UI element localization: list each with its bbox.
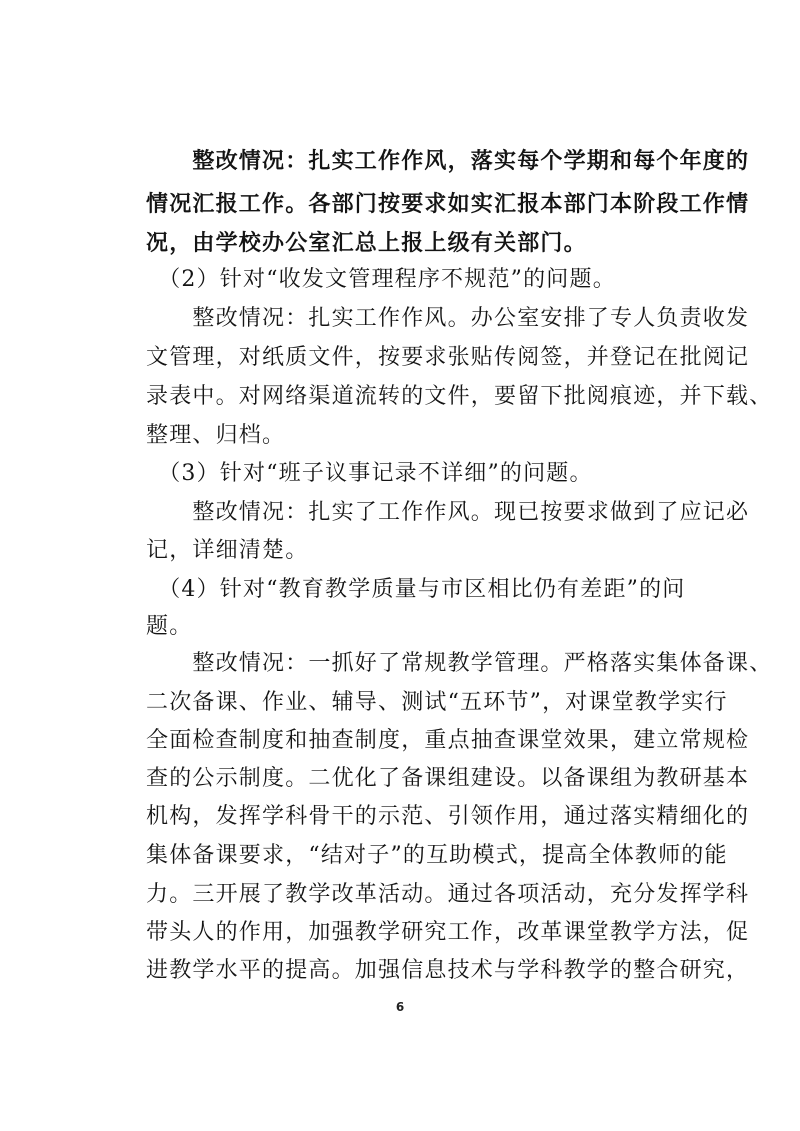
text-line: 带头人的作用，加强教学研究工作，改革课堂教学方法，促	[146, 920, 750, 945]
text-line: 力。三开展了教学改革活动。通过各项活动，充分发挥学科	[146, 882, 750, 907]
text-line: （4）针对“教育教学质量与市区相比仍有差距”的问	[146, 577, 686, 602]
text-line: 文管理，对纸质文件，按要求张贴传阅签，并登记在批阅记	[146, 345, 750, 370]
text-line: 录表中。对网络渠道流转的文件，要留下批阅痕迹，并下载、	[146, 384, 773, 409]
text-line: 二次备课、作业、辅导、测试“五环节”，对课堂教学实行	[146, 690, 728, 715]
text-line: 进教学水平的提高。加强信息技术与学科教学的整合研究，	[146, 958, 750, 983]
text-line: 集体备课要求，“结对子”的互助模式，提高全体教师的能	[146, 843, 728, 868]
text-line: 全面检查制度和抽查制度，重点抽查课堂效果，建立常规检	[146, 728, 750, 753]
text-line: 况，由学校办公室汇总上报上级有关部门。	[146, 230, 587, 256]
text-line: 整改情况：扎实工作作风，落实每个学期和每个年度的	[146, 148, 750, 174]
text-line: 题。	[146, 614, 193, 639]
text-line: （3）针对“班子议事记录不详细”的问题。	[146, 461, 593, 486]
text-line: 整改情况：一抓好了常规教学管理。严格落实集体备课、	[146, 651, 773, 676]
text-line: 记，详细清楚。	[146, 538, 309, 563]
text-line: 查的公示制度。二优化了备课组建设。以备课组为教研基本	[146, 766, 750, 791]
text-line: 机构，发挥学科骨干的示范、引领作用，通过落实精细化的	[146, 804, 750, 829]
page-number: 6	[395, 1000, 405, 1014]
text-line: 情况汇报工作。各部门按要求如实汇报本部门本阶段工作情	[146, 191, 750, 217]
text-line: 整理、归档。	[146, 423, 286, 448]
text-line: 整改情况：扎实了工作作风。现已按要求做到了应记必	[146, 500, 750, 525]
text-line: （2）针对“收发文管理程序不规范”的问题。	[146, 267, 616, 292]
text-line: 整改情况：扎实工作作风。办公室安排了专人负责收发	[146, 306, 750, 331]
